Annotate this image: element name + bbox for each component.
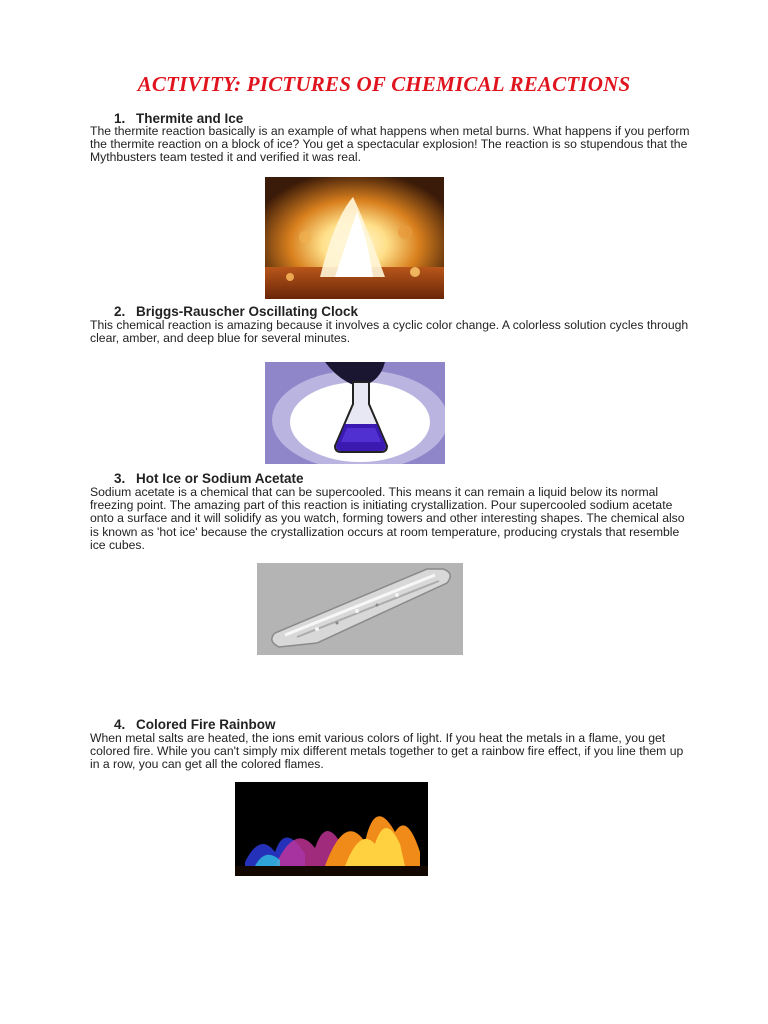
section-number-4: 4. bbox=[114, 717, 126, 732]
section-text-2: This chemical reaction is amazing because it involves a cyclic color change. A colorless solution cycles through clear, amber, and deep blue for several minutes. bbox=[90, 318, 689, 346]
section-number-1: 1. bbox=[114, 111, 126, 126]
section-heading-text-1: Thermite and Ice bbox=[136, 111, 244, 126]
hot-ice-image bbox=[257, 563, 463, 655]
oscillating-clock-image bbox=[265, 362, 445, 464]
colored-fire-image bbox=[235, 782, 428, 876]
section-heading-3 bbox=[114, 471, 304, 486]
section-heading-text-3: Hot Ice or Sodium Acetate bbox=[136, 471, 304, 486]
section-text-3: Sodium acetate is a chemical that can be supercooled. This means it can remain a liquid below its normal freezing point. The amazing part of this reaction is initiating crystallization. Pour supercooled sodium acetate onto a surface and it will solidify as you watch, forming towers and other interesting shapes. The chemical also is known as 'hot ice' because the crystallization occurs at room temperature, producing crystals that resemble ice cubes. bbox=[90, 485, 685, 552]
section-text-1: The thermite reaction basically is an example of what happens when metal burns. What happens if you perform the thermite reaction on a block of ice? You get a spectacular explosion! The reaction is so stupendous that the Mythbusters team tested it and verified it was real. bbox=[90, 124, 690, 165]
section-heading-4 bbox=[114, 717, 276, 732]
thermite-image bbox=[265, 177, 444, 299]
page-title: ACTIVITY: PICTURES OF CHEMICAL REACTIONS bbox=[137, 72, 631, 96]
section-text-4: When metal salts are heated, the ions emit various colors of light. If you heat the metals in a flame, you get colored fire. While you can't simply mix different metals together to get a rainbow fire effect, if you line them up in a row, you can get all the colored flames. bbox=[90, 731, 684, 772]
section-heading-text-2: Briggs-Rauscher Oscillating Clock bbox=[136, 304, 359, 319]
section-number-2: 2. bbox=[114, 304, 126, 319]
section-heading-2 bbox=[114, 304, 358, 319]
section-number-3: 3. bbox=[114, 471, 126, 486]
section-heading-text-4: Colored Fire Rainbow bbox=[136, 717, 276, 732]
